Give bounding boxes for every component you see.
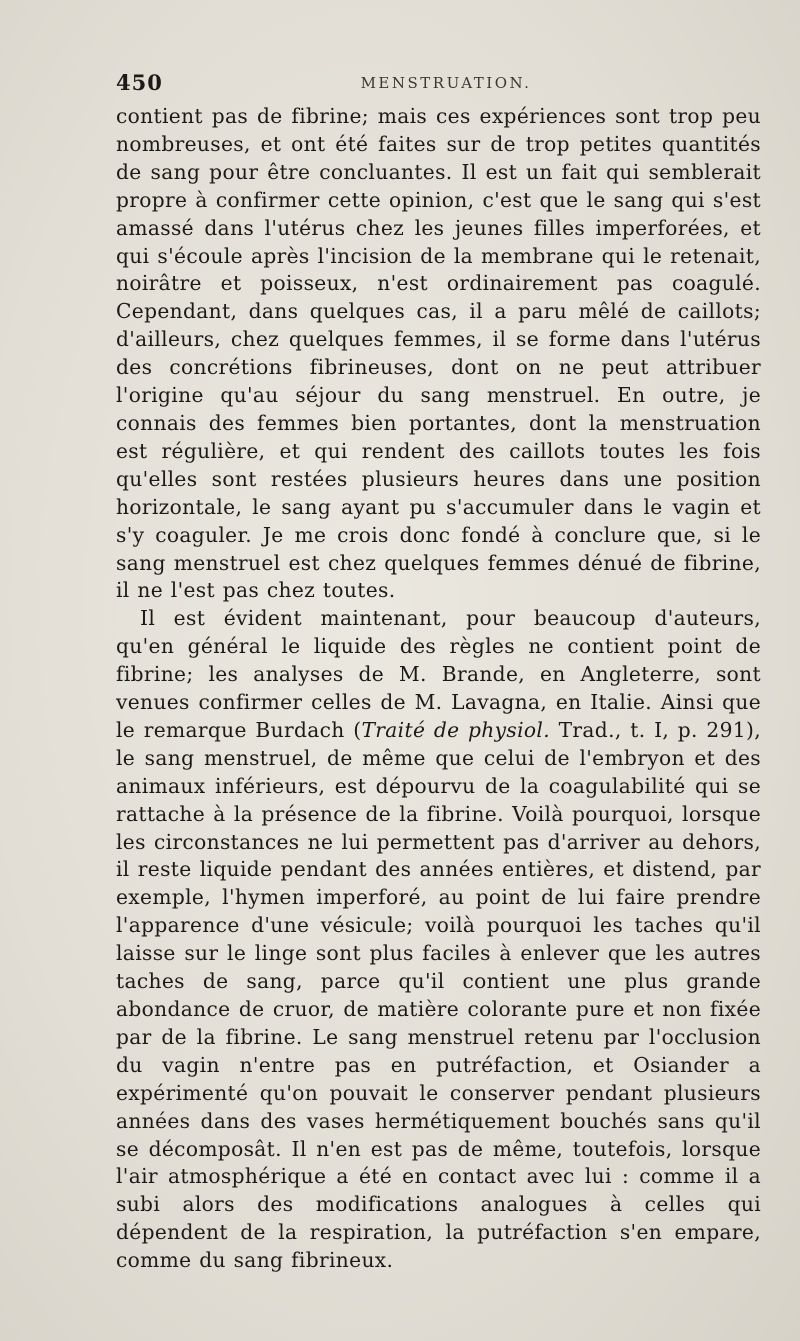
paragraph-text-after-citation: Trad., t. I, p. 291), le sang menstruel, de même que celui de l'embryon et des animaux inférieurs, est dépourvu de la coagulabilité qui se rattache à la présence de la fibrine. Voilà pourquoi, lorsque les circonstances ne lui permettent pas d'arriver au dehors, il reste liquide pendant des années entières, et distend, par exemple, l'hymen imperforé, au point de lui faire prendre l'apparence d'une vésicule; voilà pourquoi les taches qu'il laisse sur le linge sont plus faciles à enlever que les autres taches de sang, parce qu'il contient une plus grande abondance de cruor, de matière colorante pure et non fixée par de la fibrine. Le sang menstruel retenu par l'occlusion du vagin n'entre pas en putréfaction, et Osiander a expérimenté qu'on pouvait le conserver pendant plusieurs années dans des vases hermétiquement bouchés sans qu'il se décomposât. Il n'en est pas de même, toutefois, lorsque l'air atmosphérique a été en contact avec lui : comme il a subi alors des modifications analogues à celles qui dépendent de la respiration, la putréfaction s'en empare, comme du sang fibrineux. — [116, 717, 761, 1273]
citation-title: Traité de physiol. — [361, 717, 550, 742]
paragraph-text-before-citation: Il est évident maintenant, pour beaucoup d'auteurs, qu'en général le liquide des règles ne contient point de fibrine; les analyses de M. Brande, en Angleterre, sont venues confirmer celles de M. Lavagna, en Italie. Ainsi que le remarque Burdach ( — [116, 606, 761, 742]
page-header — [116, 66, 776, 100]
body-text — [116, 103, 761, 1275]
page-number: 450 — [116, 70, 163, 95]
paragraph-continued: contient pas de fibrine; mais ces expériences sont trop peu nombreuses, et ont été faites sur de trop petites quantités de sang pour être concluantes. Il est un fait qui semblerait propre à confirmer cette opinion, c'est que le sang qui s'est amassé dans l'utérus chez les jeunes filles imperforées, et qui s'écoule après l'incision de la membrane qui le retenait, noirâtre et poisseux, n'est ordinairement pas coagulé. Cependant, dans quelques cas, il a paru mêlé de caillots; d'ailleurs, chez quelques femmes, il se forme dans l'utérus des concrétions fibrineuses, dont on ne peut attribuer l'origine qu'au séjour du sang menstruel. En outre, je connais des femmes bien portantes, dont la menstruation est régulière, et qui rendent des caillots toutes les fois qu'elles sont restées plusieurs heures dans une position horizontale, le sang ayant pu s'accumuler dans le vagin et s'y coaguler. Je me crois donc fondé à conclure que, si le sang menstruel est chez quelques femmes dénué de fibrine, il ne l'est pas chez toutes. — [116, 104, 761, 603]
paragraph-fibrine — [116, 605, 761, 1275]
running-title: MENSTRUATION. — [360, 74, 532, 92]
